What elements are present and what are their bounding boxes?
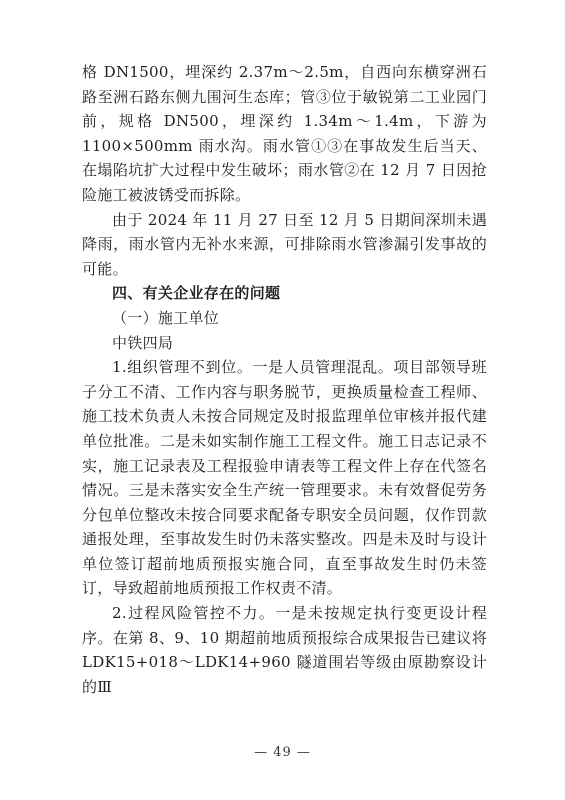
page-number: — 49 —	[254, 745, 311, 760]
paragraph-rainfall: 由于 2024 年 11 月 27 日至 12 月 5 日期间深圳未遇降雨，雨水管内无补水来源，可排除雨水管渗漏引发事故的可能。	[82, 210, 487, 278]
company-name: 中铁四局	[112, 333, 174, 352]
paragraph-organization-management: 1.组织管理不到位。一是人员管理混乱。项目部领导班子分工不清、工作内容与职务脱节，更换质量检查工程师、施工技术负责人未按合同规定及时报监理单位审核并报代建单位批准。二是未如实制作施工工程文件。施工日志记录不实，施工记录表及工程报验申请表等工程文件上存在代签名情况。三是未落实安全生产统一管理要求。未有效督促劳务分包单位整改未按合同要求配备专职安全员问题，仅作罚款通报处理，至事故发生时仍未落实整改。四是未及时与设计单位签订超前地质预报实施合同，直至事故发生时仍未签订，导致超前地质预报工作权责不清。	[82, 358, 487, 598]
section-heading: 四、有关企业存在的问题	[112, 284, 281, 303]
subsection-heading: （一）施工单位	[112, 308, 220, 327]
paragraph-pipe-description: 格 DN1500，埋深约 2.37m～2.5m，自西向东横穿洲石路至洲石路东侧九围河生态库；管③位于敏锐第二工业园门前，规格 DN500，埋深约 1.34m～1.4m，下游为 1100×500mm 雨水沟。雨水管①③在事故发生后当天、在塌陷坑扩大过程中发生破坏；雨水管②在 12 月 7 日因抢险施工被波锈受而拆除。	[82, 63, 487, 204]
page-body	[82, 60, 487, 699]
paragraph-risk-control: 2.过程风险管控不力。一是未按规定执行变更设计程序。在第 8、9、10 期超前地质预报综合成果报告已建议将LDK15+018～LDK14+960 隧道围岩等级由原勘察设计的Ⅲ	[82, 604, 487, 696]
